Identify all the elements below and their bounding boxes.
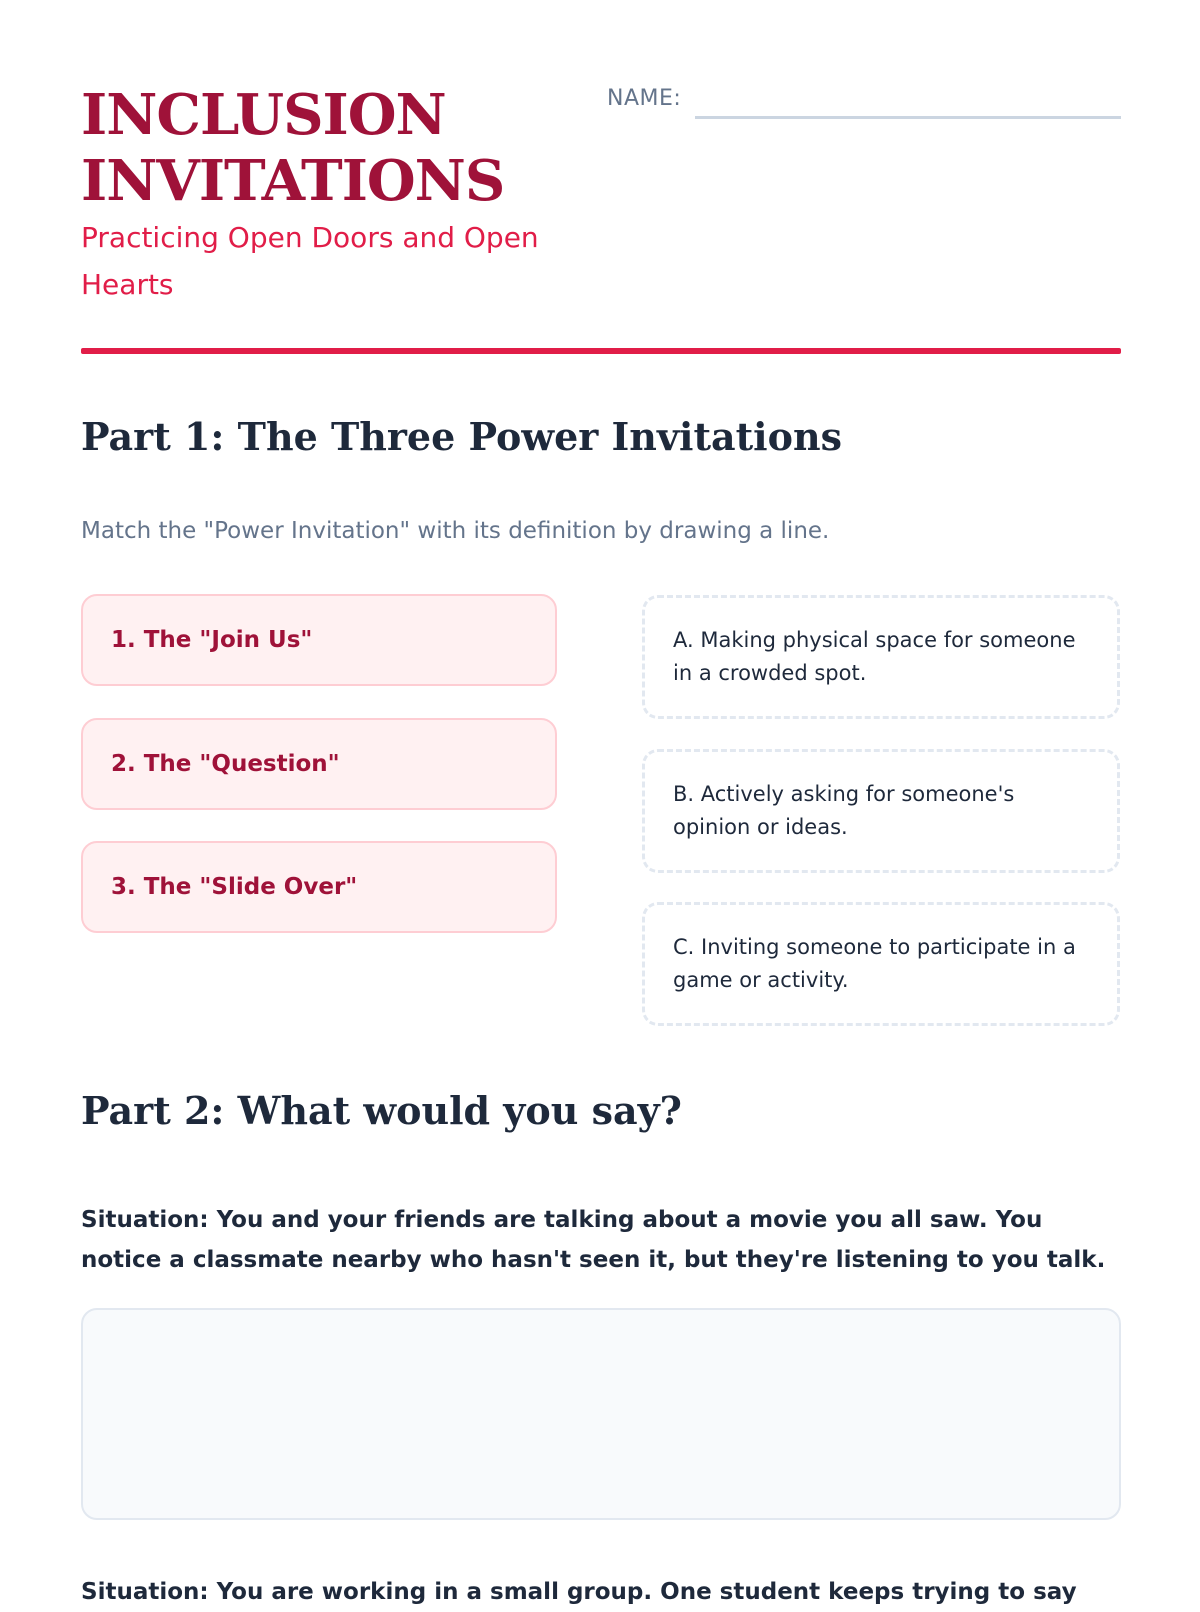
part1-instructions: Match the "Power Invitation" with its definition by drawing a line. bbox=[81, 518, 830, 544]
worksheet-title: INCLUSION INVITATIONS bbox=[81, 82, 505, 214]
part2-title: Part 2: What would you say? bbox=[81, 1088, 682, 1133]
situation-1-text: Situation: You and your friends are talking about a movie you all saw. You notice a classmate nearby who hasn't seen it, but they're listening to you talk. bbox=[81, 1207, 1106, 1273]
worksheet-subtitle: Practicing Open Doors and Open Hearts bbox=[81, 221, 539, 301]
answer-box-1[interactable] bbox=[81, 1308, 1121, 1520]
definition-card-b[interactable]: B. Actively asking for someone's opinion or ideas. bbox=[642, 749, 1120, 873]
situation-2-text: Situation: You are working in a small group. One student keeps trying to say bbox=[81, 1579, 1077, 1605]
term-card-question[interactable]: 2. The "Question" bbox=[81, 718, 557, 810]
name-field-line[interactable] bbox=[695, 116, 1121, 119]
name-label: NAME: bbox=[607, 86, 682, 111]
term-card-join-us[interactable]: 1. The "Join Us" bbox=[81, 594, 557, 686]
part1-title: Part 1: The Three Power Invitations bbox=[81, 414, 842, 459]
header-divider bbox=[81, 348, 1121, 354]
definition-card-a[interactable]: A. Making physical space for someone in a crowded spot. bbox=[642, 595, 1120, 719]
definition-card-c[interactable]: C. Inviting someone to participate in a game or activity. bbox=[642, 902, 1120, 1026]
term-card-slide-over[interactable]: 3. The "Slide Over" bbox=[81, 841, 557, 933]
